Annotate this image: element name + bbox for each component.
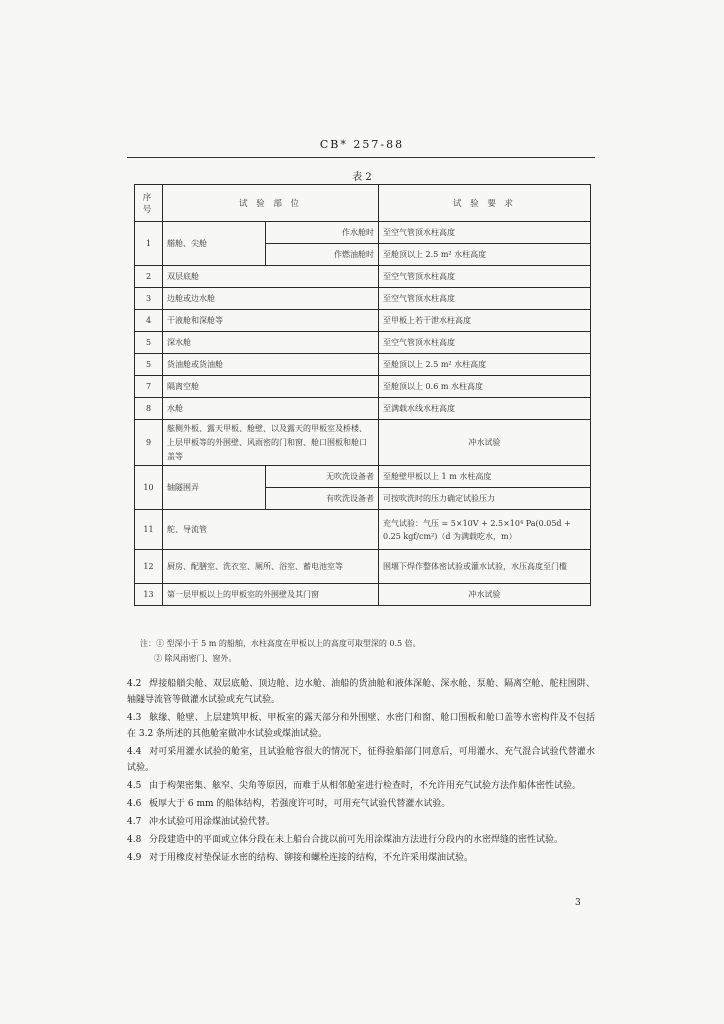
row-no: 11 [135, 510, 163, 550]
row-subpart: 无吹洗设备者 [266, 466, 379, 488]
row-no: 9 [135, 420, 163, 466]
table-row [135, 354, 591, 376]
row-req: 冲水试验 [379, 420, 591, 466]
table-row [135, 332, 591, 354]
row-no: 10 [135, 466, 163, 510]
row-req: 至舱顶以上 0.6 m 水柱高度 [379, 376, 591, 398]
standard-code-header: CB* 257-88 [319, 138, 405, 151]
row-part: 水舱 [163, 398, 379, 420]
paragraph [127, 814, 595, 830]
row-subpart: 作燃油舱时 [266, 244, 379, 266]
row-part: 深水舱 [163, 332, 379, 354]
table-header-row [135, 185, 591, 222]
row-no: 7 [135, 376, 163, 398]
paragraph-text: 对于用橡皮衬垫保证水密的结构、铆接和螺栓连接的结构，不允许采用煤油试验。 [149, 853, 474, 863]
test-table [134, 184, 591, 606]
paragraph-text: 由于构架密集、舷窄、尖角等原因，而难于从相邻舱室进行检查时，不允许用充气试验方法作船体密性试验。 [149, 781, 582, 791]
paragraph-number: 4.9 [127, 853, 142, 863]
paragraph [127, 832, 595, 848]
row-no: 8 [135, 398, 163, 420]
row-req: 至空气管顶水柱高度 [379, 266, 591, 288]
row-no: 4 [135, 310, 163, 332]
row-no: 12 [135, 550, 163, 584]
row-req: 至空气管顶水柱高度 [379, 332, 591, 354]
row-req: 至甲板上若干泄水柱高度 [379, 310, 591, 332]
paragraph [127, 850, 595, 866]
row-req: 至满载水线水柱高度 [379, 398, 591, 420]
row-no: 3 [135, 288, 163, 310]
row-subpart: 有吹洗设备者 [266, 488, 379, 510]
table-row [135, 222, 591, 244]
header-rule [127, 157, 595, 158]
table-title: 表 2 [352, 172, 372, 183]
paragraph-number: 4.5 [127, 781, 142, 791]
row-no: 13 [135, 584, 163, 606]
table-row [135, 510, 591, 550]
paragraph [127, 744, 595, 776]
paragraph [127, 796, 595, 812]
body-text [127, 676, 595, 868]
table-notes [140, 636, 590, 666]
row-req: 充气试验：气压 = 5×10V + 2.5×10⁴ Pa(0.05d + 0.25 kgf/cm²)（d 为满载吃水，m） [379, 510, 591, 550]
row-part: 舷侧外板、露天甲板、舱壁、以及露天的甲板室及桥楼、上层甲板等的外围壁、风雨密的门和窗、舱口围板和舱口盖等 [163, 420, 379, 466]
col-header-no: 序号 [135, 185, 163, 222]
row-part: 艏舱、尖舱 [163, 222, 266, 266]
paragraph-text: 分段建造中的平面或立体分段在未上船台合拢以前可先用涂煤油方法进行分段内的水密焊缝的密性试验。 [149, 835, 564, 845]
paragraph-text: 冲水试验可用涂煤油试验代替。 [149, 817, 276, 827]
row-req: 至空气管顶水柱高度 [379, 288, 591, 310]
row-no: 5 [135, 354, 163, 376]
row-req: 至舱顶以上 2.5 m² 水柱高度 [379, 244, 591, 266]
table-row [135, 398, 591, 420]
table-row [135, 550, 591, 584]
paragraph-number: 4.4 [127, 747, 142, 757]
row-part: 边舱或边水舱 [163, 288, 379, 310]
row-no: 2 [135, 266, 163, 288]
table-row [135, 466, 591, 488]
row-subpart: 作水舱时 [266, 222, 379, 244]
note-1: 注：① 型深小于 5 m 的船舶，水柱高度在甲板以上的高度可取型深的 0.5 倍。 [140, 639, 421, 648]
row-req: 至舱壁甲板以上 1 m 水柱高度 [379, 466, 591, 488]
row-req: 至空气管顶水柱高度 [379, 222, 591, 244]
paragraph-number: 4.8 [127, 835, 142, 845]
table-row [135, 310, 591, 332]
col-header-part: 试 验 部 位 [163, 185, 379, 222]
row-part: 干液舱和深舱等 [163, 310, 379, 332]
row-part: 第一层甲板以上的甲板室的外围壁及其门窗 [163, 584, 379, 606]
paragraph [127, 778, 595, 794]
paragraph-text: 板厚大于 6 mm 的船体结构，若强度许可时，可用充气试验代替灌水试验。 [149, 799, 451, 809]
paragraph-number: 4.6 [127, 799, 142, 809]
row-part: 隔离空舱 [163, 376, 379, 398]
row-part: 货油舱或货油舱 [163, 354, 379, 376]
paragraph [127, 710, 595, 742]
row-part: 舵、导流管 [163, 510, 379, 550]
table-row [135, 584, 591, 606]
table-row [135, 420, 591, 466]
row-req: 冲水试验 [379, 584, 591, 606]
row-part: 轴隧围弄 [163, 466, 266, 510]
table-row [135, 266, 591, 288]
paragraph-number: 4.3 [127, 713, 142, 723]
table-row [135, 376, 591, 398]
row-no: 5 [135, 332, 163, 354]
row-req: 围堰下焊作整体密试验或灌水试验，水压高度至门槛 [379, 550, 591, 584]
paragraph-number: 4.7 [127, 817, 142, 827]
paragraph-text: 舷缘、舱壁、上层建筑甲板、甲板室的露天部分和外围壁、水密门和窗、舱口围板和舱口盖等水密构件及不包括在 3.2 条所述的其他舱室做冲水试验或煤油试验。 [127, 713, 595, 739]
table-row [135, 288, 591, 310]
row-part: 双层底舱 [163, 266, 379, 288]
paragraph-text: 对可采用灌水试验的舱室，且试验舱容很大的情况下，征得验船部门同意后，可用灌水、充气混合试验代替灌水试验。 [127, 747, 595, 773]
col-header-req: 试 验 要 求 [379, 185, 591, 222]
paragraph [127, 676, 595, 708]
row-no: 1 [135, 222, 163, 266]
note-2: ② 除风雨密门、窗外。 [154, 654, 237, 663]
page-number: 3 [575, 898, 581, 908]
row-req: 可按吹洗时的压力确定试验压力 [379, 488, 591, 510]
row-part: 厨房、配膳室、洗衣室、厕所、浴室、蓄电池室等 [163, 550, 379, 584]
paragraph-text: 焊接船艏尖舱、双层底舱、顶边舱、边水舱、油船的货油舱和液体深舱、深水舱、泵舱、隔离空舱、舵柱围阱、轴隧导流管等做灌水试验或充气试验。 [127, 679, 595, 705]
row-req: 至舱顶以上 2.5 m² 水柱高度 [379, 354, 591, 376]
paragraph-number: 4.2 [127, 679, 142, 689]
